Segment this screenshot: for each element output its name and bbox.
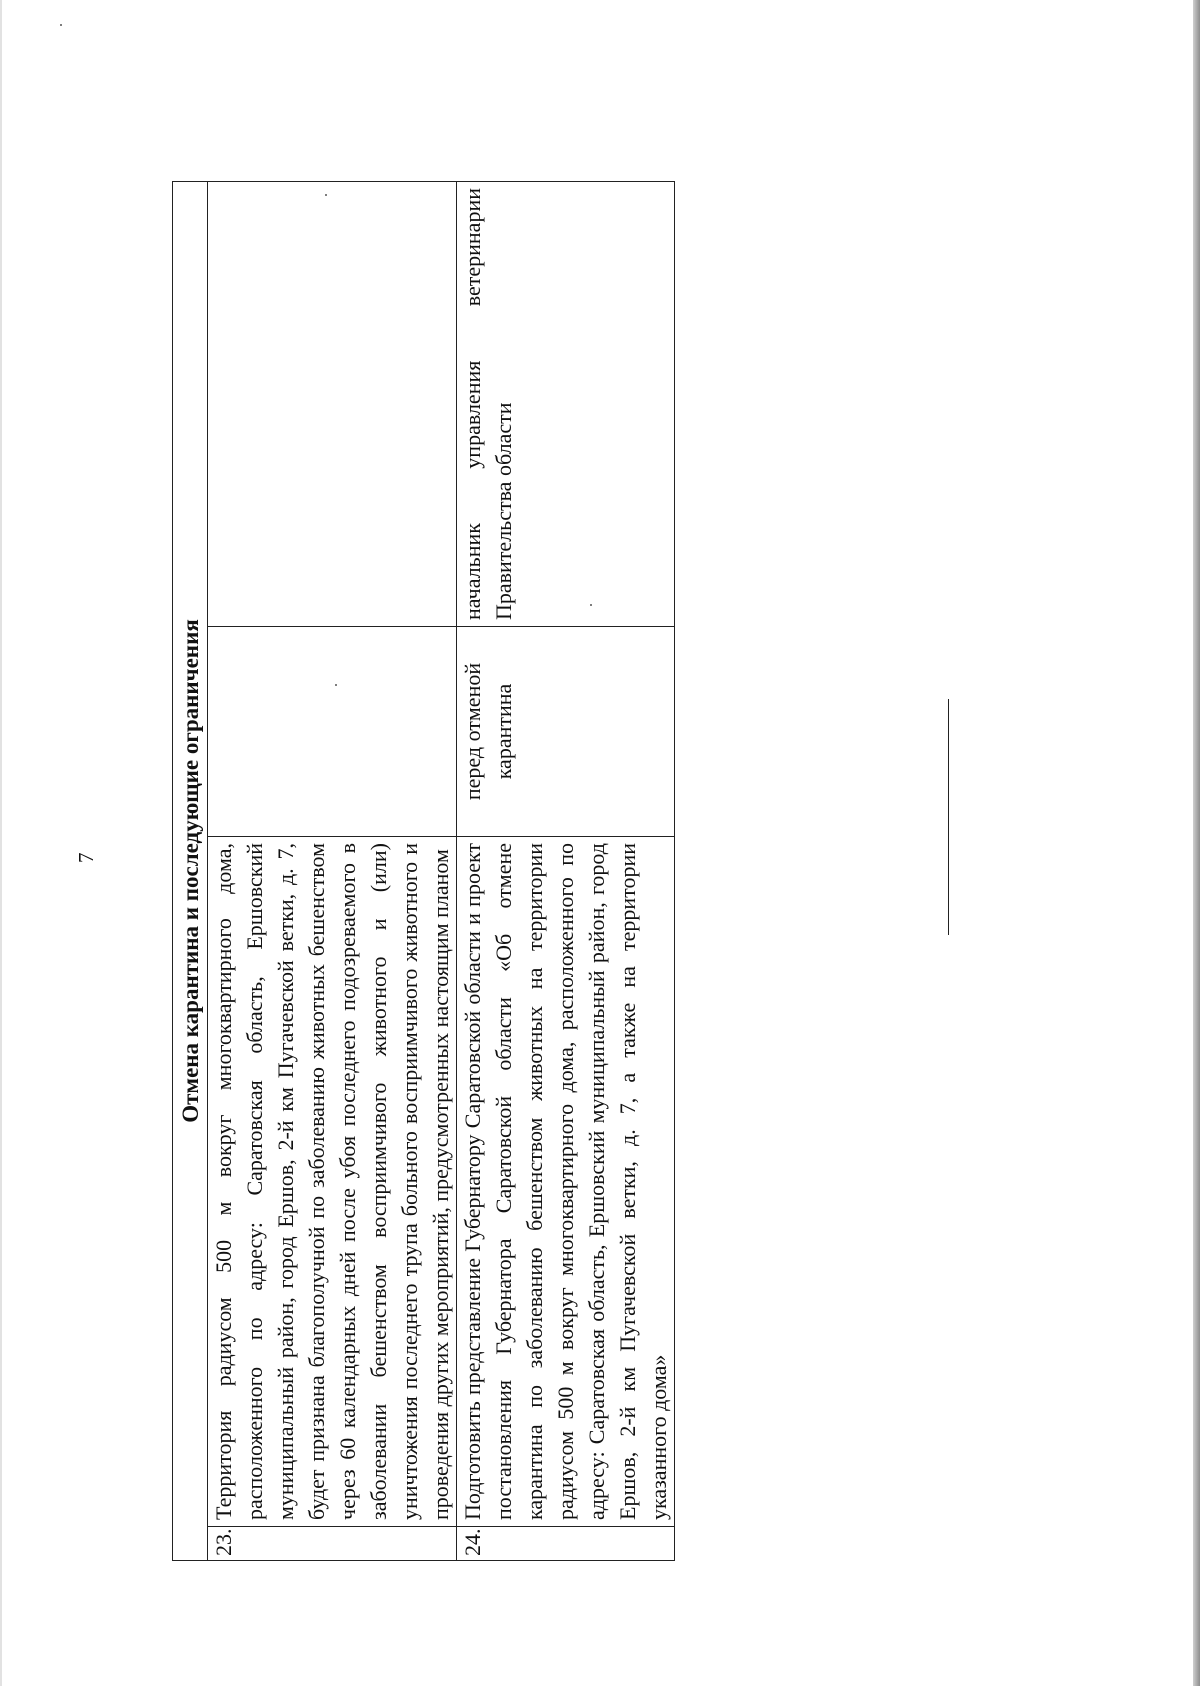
row-number: 24. (457, 1527, 675, 1561)
page-number: 7 (74, 852, 98, 863)
scan-speck (590, 604, 592, 606)
section-header-row (173, 182, 208, 1561)
table-row (208, 182, 457, 1561)
closing-line (948, 699, 949, 935)
measure-text: Подготовить представление Губернатору Саратовской области и проект постановления Губернатора Саратовской области «Об отмене карантина по заболеванию бешенством животных на территории радиусом 500 м вокруг многоквартирного дома, расположенного по адресу: Саратовская область, Ершовский муниципальный район, город Ершов, 2-й км Пугачевской ветки, д. 7, а также на территории указанного дома» (457, 837, 675, 1527)
scan-speck (335, 684, 337, 686)
term-text: перед отменой карантина (457, 627, 675, 837)
responsible-text: начальник управления ветеринарии Правительства области (457, 182, 675, 627)
measure-text: Территория радиусом 500 м вокруг многоквартирного дома, расположенного по адресу: Саратовская область, Ершовский муниципальный район, город Ершов, 2-й км Пугачевской ветки, д. 7, будет признана благополучной по заболеванию животных бешенством через 60 календарных дней после убоя последнего подозреваемого в заболевании бешенством восприимчивого животного и (или) уничтожения последнего трупа больного восприимчивого животного и проведения других мероприятий, предусмотренных настоящим планом (208, 837, 457, 1527)
plan-table (172, 181, 675, 1561)
term-text (208, 627, 457, 837)
section-title: Отмена карантина и последующие ограничения (173, 182, 208, 1561)
scan-speck (325, 194, 327, 196)
table-row (457, 182, 675, 1561)
responsible-text (208, 182, 457, 627)
row-number: 23. (208, 1527, 457, 1561)
scan-speck (60, 24, 62, 26)
